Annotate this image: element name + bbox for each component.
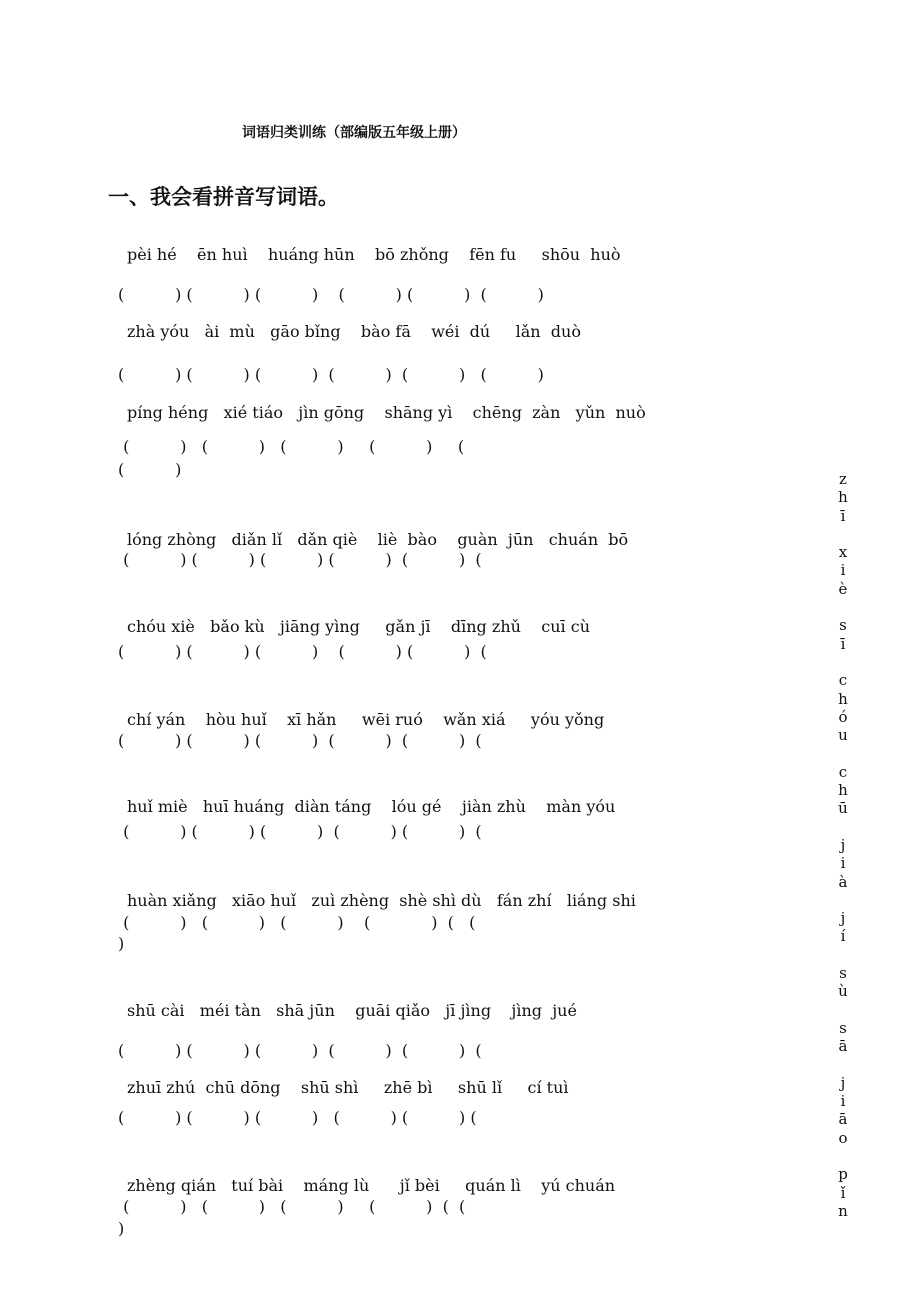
pinyin-row: chí yán hòu huǐ xī hǎn wēi ruó wǎn xiá yóu yǒng [127,710,605,729]
pinyin-row: zhuī zhú chū dōng shū shì zhē bì shū lǐ cí tuì [127,1078,569,1097]
pinyin-row: píng héng xié tiáo jìn gōng shāng yì chēng zàn yǔn nuò [127,403,646,422]
pinyin-row: zhèng qián tuí bài máng lù jǐ bèi quán lì yú chuán [127,1176,616,1195]
answer-blank-row[interactable]: ( ) ( ) ( ) ( ) ( ( [118,913,476,932]
answer-blank-row[interactable]: ( ) ( ) ( ) ( ) ( ) ( [118,731,482,750]
worksheet-title: 词语归类训练（部编版五年级上册） [242,125,466,141]
pinyin-row: pèi hé ēn huì huáng hūn bō zhǒng fēn fu shōu huò [127,245,621,264]
answer-blank-row[interactable]: ( ) ( ) ( ) ( ) ( ) ( [118,1041,482,1060]
answer-blank-row[interactable]: ( ) ( ) ( ) ( ) ( [118,437,465,456]
answer-blank-row[interactable]: ( ) [118,460,182,479]
answer-blank-row[interactable]: ( ) ( ) ( ) ( ) ( ) ( [118,1108,477,1127]
answer-blank-row[interactable]: ) [118,1219,125,1238]
pinyin-row: lóng zhòng diǎn lǐ dǎn qiè liè bào guàn jūn chuán bō [127,530,629,549]
pinyin-row: shū cài méi tàn shā jūn guāi qiǎo jī jìng jìng jué [127,1001,577,1020]
pinyin-row: huǐ miè huī huáng diàn táng lóu gé jiàn zhù màn yóu [127,797,616,816]
answer-blank-row[interactable]: ( ) ( ) ( ) ( ) ( ) ( ) [118,285,544,304]
side-pinyin-column: z h ī x i è s ī c h ó u c h ū j i à j í s ù s ā j i ā o p ǐ n [838,470,848,1220]
section-heading: 一、我会看拼音写词语。 [108,184,339,209]
answer-blank-row[interactable]: ( ) ( ) ( ) ( ) ( ) ( ) [118,365,544,384]
pinyin-row: huàn xiǎng xiāo huǐ zuì zhèng shè shì dù fán zhí liáng shi [127,891,636,910]
pinyin-row: chóu xiè bǎo kù jiāng yìng gǎn jī dīng zhǔ cuī cù [127,617,590,636]
pinyin-row: zhà yóu ài mù gāo bǐng bào fā wéi dú lǎn duò [127,322,581,341]
answer-blank-row[interactable]: ( ) ( ) ( ) ( ) ( ( [118,1197,466,1216]
answer-blank-row[interactable]: ( ) ( ) ( ) ( ) ( ) ( [118,550,482,569]
answer-blank-row[interactable]: ( ) ( ) ( ) ( ) ( ) ( [118,642,487,661]
answer-blank-row[interactable]: ( ) ( ) ( ) ( ) ( ) ( [118,822,482,841]
answer-blank-row[interactable]: ) [118,934,125,953]
